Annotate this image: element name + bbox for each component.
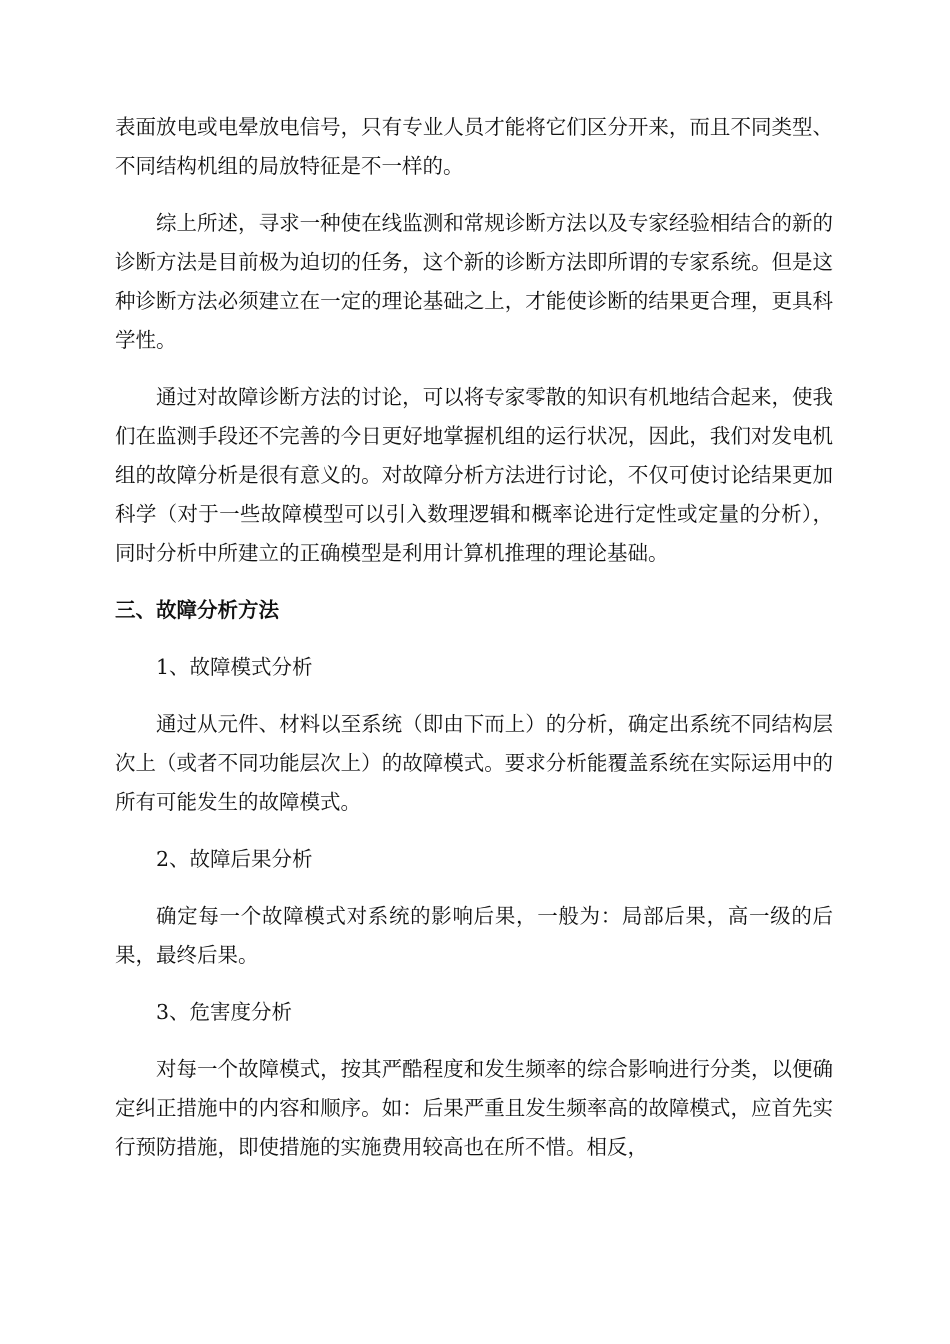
paragraph-expert-system: 综上所述，寻求一种使在线监测和常规诊断方法以及专家经验相结合的新的诊断方法是目前极为迫切的任务，这个新的诊断方法即所谓的专家系统。但是这种诊断方法必须建立在一定的理论基础之上，才能使诊断的结果更合理，更具科学性。 [115,211,833,352]
paragraph-criticality: 对每一个故障模式，按其严酷程度和发生频率的综合影响进行分类，以便确定纠正措施中的内容和顺序。如：后果严重且发生频率高的故障模式，应首先实行预防措施，即使措施的实施费用较高也在所不惜。相反， [115,1057,833,1159]
subheading-criticality: 3、危害度分析 [156,1000,293,1024]
section-heading-fault-analysis: 三、故障分析方法 [115,598,279,622]
subheading-failure-effect: 2、故障后果分析 [156,847,313,871]
paragraph-failure-effect: 确定每一个故障模式对系统的影响后果，一般为：局部后果，高一级的后果，最终后果。 [115,904,833,967]
paragraph-partial-discharge: 表面放电或电晕放电信号，只有专业人员才能将它们区分开来，而且不同类型、不同结构机组的局放特征是不一样的。 [115,115,833,178]
subheading-failure-mode: 1、故障模式分析 [156,655,313,679]
document-page [115,108,833,1185]
paragraph-fault-diagnosis-discussion: 通过对故障诊断方法的讨论，可以将专家零散的知识有机地结合起来，使我们在监测手段还不完善的今日更好地掌握机组的运行状况，因此，我们对发电机组的故障分析是很有意义的。对故障分析方法进行讨论，不仅可使讨论结果更加科学（对于一些故障模型可以引入数理逻辑和概率论进行定性或定量的分析），同时分析中所建立的正确模型是利用计算机推理的理论基础。 [115,385,833,565]
paragraph-failure-mode: 通过从元件、材料以至系统（即由下而上）的分析，确定出系统不同结构层次上（或者不同功能层次上）的故障模式。要求分析能覆盖系统在实际运用中的所有可能发生的故障模式。 [115,712,833,814]
